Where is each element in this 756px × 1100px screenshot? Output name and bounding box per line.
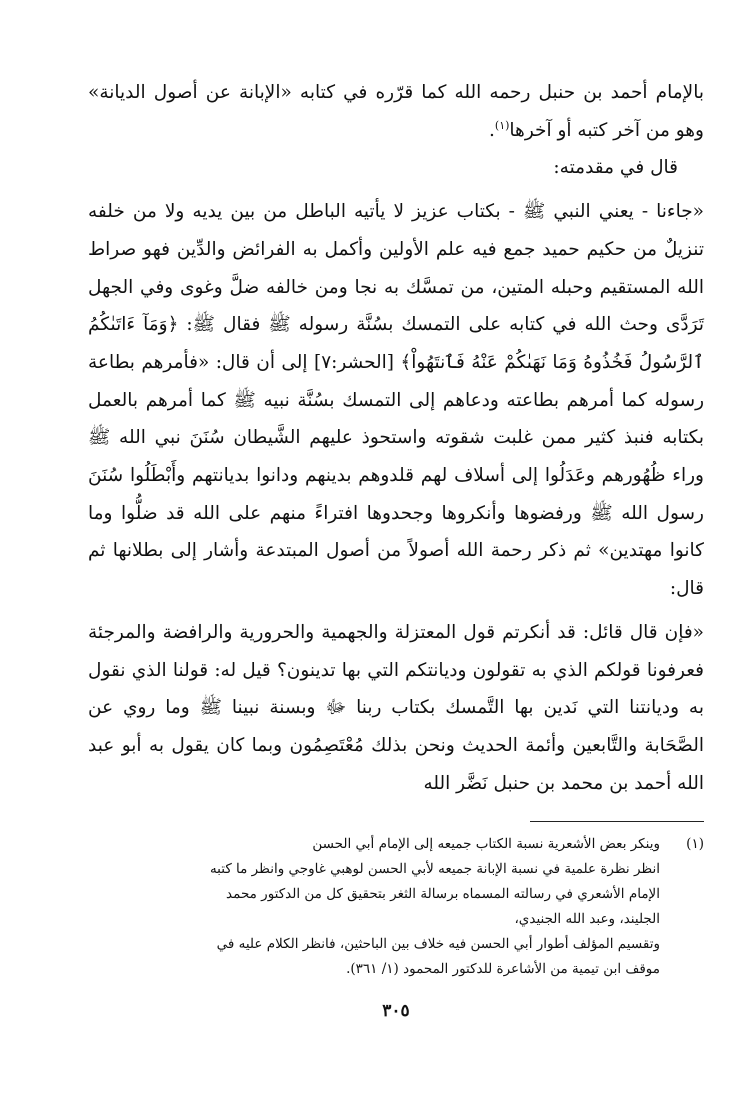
footnote-number: (١) bbox=[686, 836, 704, 852]
sentence-end: . bbox=[489, 119, 495, 141]
footnote-body bbox=[88, 832, 660, 982]
text-line: ومن خالفه ضلَّ وغوى وفي الجهل تَرَدَّى وحث الله في كتابه على التمسك bbox=[88, 276, 704, 336]
text-line: مُعْتَصِمُون وبما كان يقول به أبو عبد الله أحمد بن محمد بن حنبل نَضَّر الله bbox=[88, 734, 704, 794]
paragraph-4 bbox=[88, 614, 704, 803]
footnote-1 bbox=[88, 832, 704, 982]
footnote-line: موقف ابن تيمية من الأشاعرة للدكتور المحمود (١/ ٣٦١). bbox=[346, 961, 660, 977]
text-line: أسلاف لهم قلدوهم بدينهم ودانوا بديانتهم وأَبْطَلُوا سُنَنَ رسول الله ﷺ bbox=[88, 465, 704, 524]
footnote-line: وينكر بعض الأشعرية نسبة الكتاب جميعه إلى الإمام أبي الحسن bbox=[312, 836, 660, 852]
footnote-reference: (١) bbox=[494, 118, 510, 132]
text-line: ولا من خلفه تنزيلٌ من حكيم حميد جمع فيه علم الأولين وأكمل به bbox=[88, 201, 704, 260]
text-line: [الحشر:٧] إلى أن قال: «فأمرهم بطاعة رسوله كما أمرهم بطاعته ودعاهم bbox=[88, 351, 705, 411]
text-line: الديانة» وهو من آخر كتبه أو آخرها bbox=[88, 82, 704, 141]
text-line: والمرجئة فعرفونا قولكم الذي به تقولون وديانتكم التي بها تدينون؟ قيل له: bbox=[88, 621, 704, 681]
text-line: بالإمام أحمد بن حنبل رحمه الله كما قرّره في كتابه «الإبانة عن أصول bbox=[153, 82, 704, 103]
paragraph-3 bbox=[88, 193, 704, 608]
footnote-divider bbox=[530, 821, 704, 822]
text-line: مهتدين» ثم ذكر رحمة الله أصولاً من أصول المبتدعة وأشار إلى بطلانها ثم bbox=[88, 540, 663, 562]
text-line: «جاءنا - يعني النبي ﷺ - بكتاب عزيز لا يأتيه الباطل من بين يديه bbox=[192, 201, 704, 223]
main-text bbox=[88, 74, 704, 802]
paragraph-2 bbox=[88, 149, 704, 187]
footnote-line: الإمام الأشعري في رسالته المسماه برسالة الثغر بتحقيق كل من الدكتور محمد bbox=[226, 886, 660, 902]
text-line: قال في مقدمته: bbox=[553, 157, 678, 179]
text-line: ورفضوها وأنكروها وجحدوها افتراءً منهم على الله قد ضلُّوا وما كانوا bbox=[88, 502, 704, 562]
text-line: قال: bbox=[669, 578, 704, 600]
book-page bbox=[88, 74, 705, 1021]
page-number: ٣٠٥ bbox=[382, 1001, 410, 1021]
text-line: الفرائض والدِّين فهو صراط الله المستقيم وحبله المتين، من تمسَّك به نجا bbox=[88, 238, 704, 298]
footnote-line: انظر نظرة علمية في نسبة الإبانة جميعه لأبي الحسن لوهبي غاوجي وانظر ما كتبه bbox=[209, 861, 660, 877]
text-line: «فإن قال قائل: قد أنكرتم قول المعتزلة والجهمية والحرورية والرافضة bbox=[162, 621, 704, 643]
footnote-line: وتقسيم المؤلف أطوار أبي الحسن فيه خلاف بين الباحثين، فانظر الكلام عليه في bbox=[216, 936, 660, 952]
footnotes bbox=[88, 832, 704, 982]
text-line: بسُنَّة رسوله ﷺ فقال ﷺ: ﴿وَمَآ ءَاتَىٰكُمُ ٱلرَّسُولُ فَخُذُوهُ وَمَا نَهَىٰكُمْ عَنْهُ فَٱنتَهُواْ﴾ bbox=[88, 314, 704, 373]
text-line: نبينا ﷺ وما روي عن الصَّحَابة والتَّابعين وأئمة الحديث ونحن بذلك bbox=[88, 697, 704, 756]
text-line: شقوته واستحوذ عليهم الشَّيطان سُنَنَ نبي الله ﷺ وراء ظُهُورهم وعَدَلُوا إلى bbox=[88, 427, 704, 487]
text-line: قولنا الذي نقول به وديانتنا التي نَدين بها التَّمسك بكتاب ربنا ﷻ وبسنة bbox=[88, 659, 704, 719]
footnote-line: الجليند، وعبد الله الجنيدي، bbox=[514, 911, 660, 927]
text-line: إلى التمسك بسُنَّة نبيه ﷺ كما أمرهم بالعمل بكتابه فنبذ كثير ممن غلبت bbox=[88, 389, 705, 449]
paragraph-1 bbox=[88, 74, 704, 149]
